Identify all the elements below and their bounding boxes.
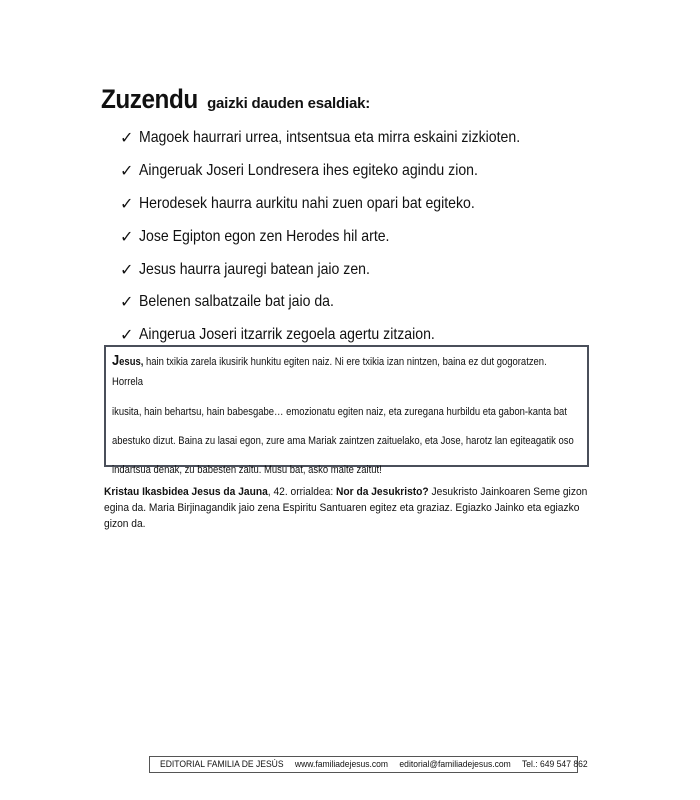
check-mark-icon: ✓ [120,261,134,279]
catechism-reference [104,484,604,532]
sentence-checklist [120,122,572,352]
checklist-item [120,220,572,253]
checklist-item-text: Jose Egipton egon zen Herodes hil arte. [139,227,390,245]
checklist-item-text: Jesus haurra jauregi batean jaio zen. [139,260,370,278]
publisher-footer [149,756,588,773]
checklist-item-text: Herodesek haurra aurkitu nahi zuen opari bat egiteko. [139,194,475,212]
reference-page: , 42. orrialdea: [267,486,337,498]
checklist-item [120,155,572,188]
reference-question: Nor da Jesukristo? [336,486,429,498]
footer-website[interactable]: www.familiadejesus.com [294,759,389,770]
reference-source: Kristau Ikasbidea Jesus da Jauna [104,486,268,498]
check-mark-icon: ✓ [120,228,134,246]
prayer-initial: J [112,352,120,369]
prayer-line1: hain txikia zarela ikusirik hunkitu egiten naiz. Ni ere txikia izan nintzen, baina ez dut gogoratzen. Horrela [112,356,547,388]
exercise-heading [101,84,370,115]
check-mark-icon: ✓ [120,327,134,345]
prayer-rest: ikusita, hain behartsu, hain babesgabe… emozionatu egiten naiz, eta zuregana hurbildu eta gabon-kanta bat abestuko dizut. Baina zu lasai egon, zure ama Mariak zaintzen zaituelako, eta Jose, harotz lan egiteagatik oso indartsua denak, zu babesten zaitu. Musu bat, asko maite zaitut! [112,406,574,476]
prayer-first-line [112,351,578,392]
heading-main: Zuzendu [101,84,198,114]
footer-phone: Tel.: 649 547 862 [521,759,588,770]
checklist-item-text: Belenen salbatzaile bat jaio da. [139,293,334,311]
check-mark-icon: ✓ [120,130,134,148]
heading-rest: gaizki dauden esaldiak: [207,95,371,112]
prayer-lead: esus, [119,356,144,368]
footer-email[interactable]: editorial@familiadejesus.com [399,759,511,770]
checklist-item [120,253,572,286]
checklist-item [120,188,572,221]
prayer-box [104,345,589,476]
checklist-item-text: Aingerua Joseri itzarrik zegoela agertu zitzaion. [139,326,435,344]
check-mark-icon: ✓ [120,195,134,213]
check-mark-icon: ✓ [120,294,134,312]
checklist-item [120,122,572,155]
checklist-item-text: Magoek haurrari urrea, intsentsua eta mirra eskaini zizkioten. [139,129,521,147]
checklist-item [120,286,572,319]
prayer-text [112,351,578,485]
footer-publisher: EDITORIAL FAMILIA DE JESÚS [160,759,284,770]
reference-answer: Jesukristo Jainkoaren Seme gizon egina da. Maria Birjinagandik jaio zena Espiritu Santuaren egitez eta graziaz. Egiazko Jainko eta egiazko gizon da. [104,486,588,530]
checklist-item-text: Aingeruak Joseri Londresera ihes egiteko agindu zion. [139,162,478,180]
check-mark-icon: ✓ [120,163,134,181]
